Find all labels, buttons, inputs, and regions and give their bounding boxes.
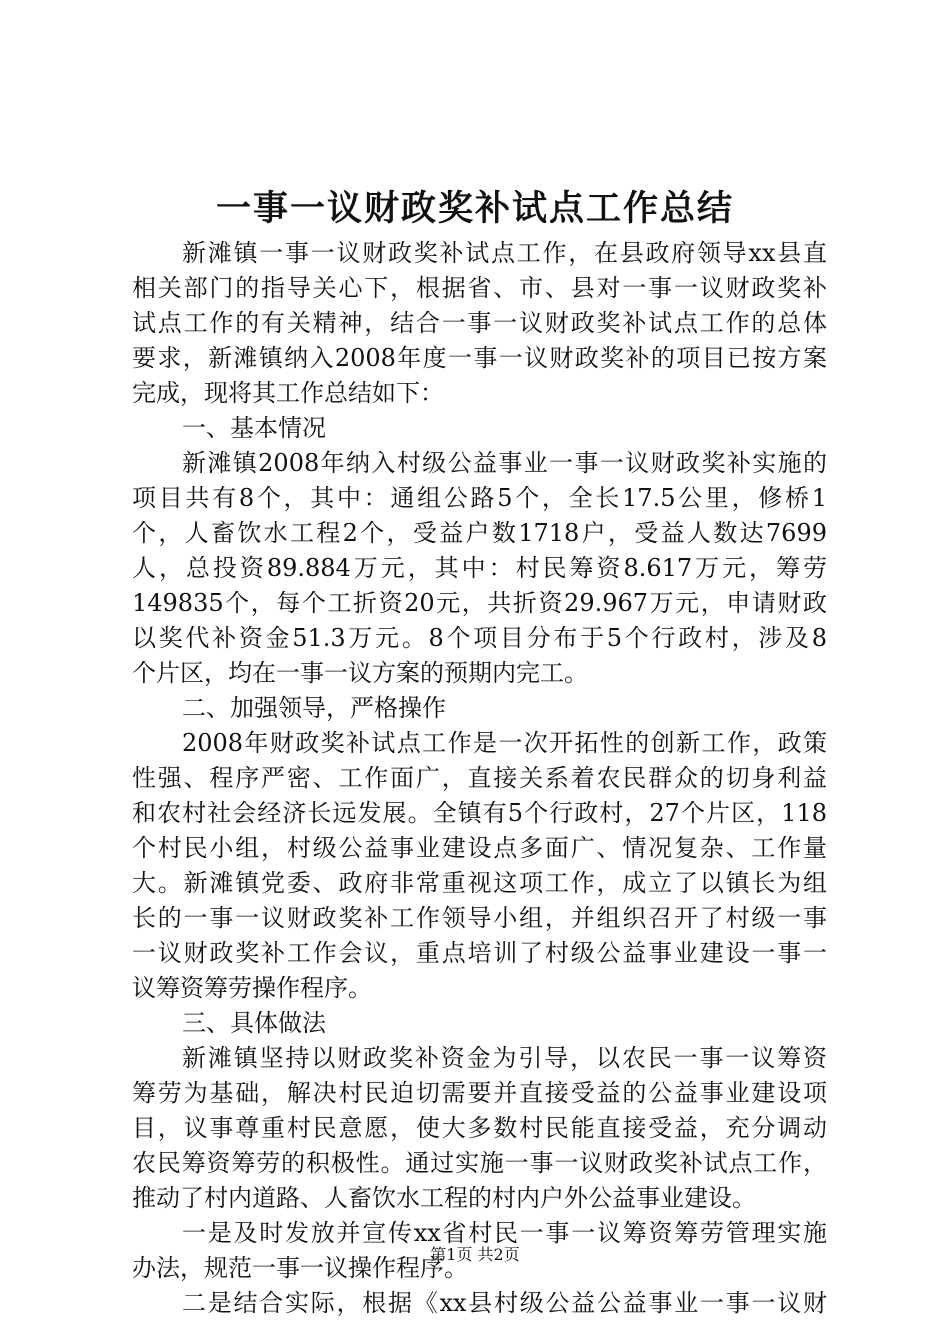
body-line: 相关部门的指导关心下，根据省、市、县对一事一议财政奖补 [132,274,827,302]
body-line: 要求，新滩镇纳入2008年度一事一议财政奖补的项目已按方案 [132,344,827,372]
body-line: 项目共有8个，其中：通组公路5个，全长17.5公里，修桥1 [132,484,827,512]
body-line: 新滩镇坚持以财政奖补资金为引导，以农民一事一议筹资 [182,1044,827,1072]
body-line: 一议财政奖补工作会议，重点培训了村级公益事业建设一事一 [132,939,827,967]
body-line: 人，总投资89.884万元，其中：村民筹资8.617万元，筹劳 [132,554,827,582]
body-line: 新滩镇2008年纳入村级公益事业一事一议财政奖补实施的 [182,449,827,477]
body-line: 议筹资筹劳操作程序。 [132,974,372,1002]
body-line: 三、具体做法 [182,1009,326,1037]
body-line: 一是及时发放并宣传xx省村民一事一议筹资筹劳管理实施 [182,1219,827,1247]
body-line: 性强、程序严密、工作面广，直接关系着农民群众的切身利益 [132,764,827,792]
body-line: 长的一事一议财政奖补工作领导小组，并组织召开了村级一事 [132,904,827,932]
body-line: 二、加强领导，严格操作 [182,694,446,722]
body-line: 推动了村内道路、人畜饮水工程的村内户外公益事业建设。 [132,1184,756,1212]
body-line: 试点工作的有关精神，结合一事一议财政奖补试点工作的总体 [132,309,827,337]
body-line: 个，人畜饮水工程2个，受益户数1718户，受益人数达7699 [132,519,827,547]
body-line: 149835个，每个工折资20元，共折资29.967万元，申请财政 [132,589,827,617]
body-line: 以奖代补资金51.3万元。8个项目分布于5个行政村，涉及8 [132,624,827,652]
body-line: 大。新滩镇党委、政府非常重视这项工作，成立了以镇长为组 [132,869,827,897]
body-line: 个片区，均在一事一议方案的预期内完工。 [132,659,588,687]
document-body [132,236,827,1321]
body-line: 个村民小组，村级公益事业建设点多面广、情况复杂、工作量 [132,834,827,862]
body-line: 目，议事尊重村民意愿，使大多数村民能直接受益，充分调动 [132,1114,827,1142]
page-footer: 第1页 共2页 [430,1245,520,1264]
body-line: 筹劳为基础，解决村民迫切需要并直接受益的公益事业建设项 [132,1079,827,1107]
body-line: 农民筹资筹劳的积极性。通过实施一事一议财政奖补试点工作， [132,1149,827,1177]
body-line: 办法，规范一事一议操作程序。 [132,1254,468,1282]
document-title: 一事一议财政奖补试点工作总结 [215,188,734,229]
body-line: 完成，现将其工作总结如下： [132,379,444,407]
body-line: 和农村社会经济长远发展。全镇有5个行政村，27个片区，118 [132,799,827,827]
body-line: 新滩镇一事一议财政奖补试点工作，在县政府领导xx县直 [182,239,827,267]
body-line: 2008年财政奖补试点工作是一次开拓性的创新工作，政策 [182,729,827,757]
body-line: 一、基本情况 [182,414,326,442]
body-line: 二是结合实际，根据《xx县村级公益公益事业一事一议财 [182,1289,827,1317]
